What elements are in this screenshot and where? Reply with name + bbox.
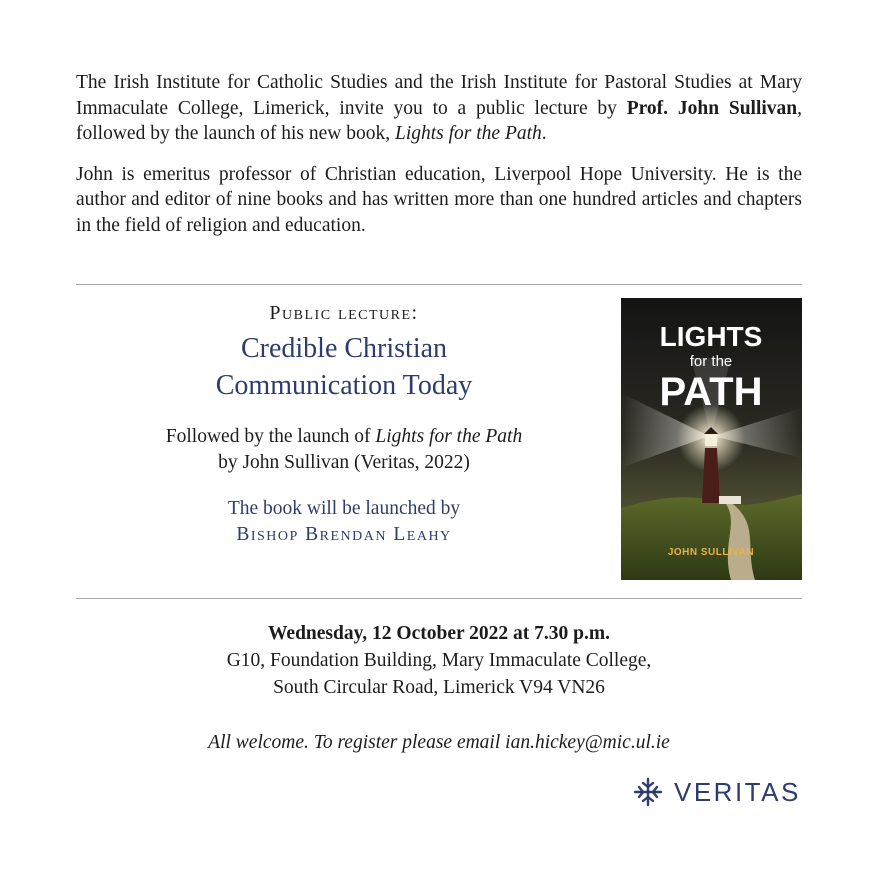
intro-text [76, 70, 802, 238]
cover-author: JOHN SULLIVAN [667, 547, 755, 558]
veritas-logo [632, 775, 801, 809]
intro-paragraph-1 [76, 70, 802, 147]
book-cover [621, 298, 802, 580]
bishop-name: Bishop Brendan Leahy [236, 524, 452, 545]
venue-line-1: G10, Foundation Building, Mary Immaculate College, [226, 650, 652, 671]
lighthouse-tower [702, 448, 720, 503]
launcher-line-1: The book will be launched by [227, 498, 461, 519]
intro-text-end: . [541, 123, 547, 144]
intro-text-part2: , followed by the launch of his new book, [76, 97, 803, 144]
lecture-label: Public lecture: [269, 302, 419, 324]
intro-text-part1: The Irish Institute for Catholic Studies and the Irish Institute for Pastoral Studies at Mary Immaculate College, Limerick, invite you to a public lecture by [76, 72, 802, 119]
divider-top [76, 284, 802, 285]
launcher-text [76, 496, 612, 548]
launch-text [76, 424, 612, 476]
launch-line-1 [76, 424, 612, 450]
launch-line-2: by John Sullivan (Veritas, 2022) [218, 452, 470, 473]
event-date: Wednesday, 12 October 2022 at 7.30 p.m. [268, 623, 610, 644]
cover-title-line-3: PATH [659, 370, 763, 414]
book-title: Lights for the Path [394, 123, 542, 144]
register-text: All welcome. To register please email ian.hickey@mic.ul.ie [208, 732, 670, 753]
intro-paragraph-2: John is emeritus professor of Christian education, Liverpool Hope University. He is the author and editor of nine books and has written more than one hundred articles and chapters in the field of religion and education. [76, 163, 802, 236]
lighthouse-lamp [705, 434, 717, 446]
cover-hill [621, 494, 802, 580]
veritas-cross-icon [632, 776, 664, 808]
book-cover-art [621, 298, 802, 580]
lecture-title-line-2: Communication Today [215, 370, 473, 401]
cover-title-line-1: LIGHTS [659, 321, 763, 352]
speaker-name: Prof. John Sullivan [626, 97, 798, 119]
divider-bottom [76, 598, 802, 599]
cover-title-line-2: for the [689, 353, 733, 370]
venue-line-2: South Circular Road, Limerick V94 VN26 [273, 677, 605, 698]
lecture-title [76, 330, 612, 404]
launch-prefix: Followed by the launch of [165, 426, 376, 447]
keeper-house [719, 496, 741, 504]
launch-book-title: Lights for the Path [375, 426, 523, 447]
lecture-title-line-1: Credible Christian [240, 333, 448, 364]
event-details [76, 620, 802, 701]
lecture-block [76, 300, 612, 548]
veritas-logo-text: VERITAS [674, 776, 801, 807]
